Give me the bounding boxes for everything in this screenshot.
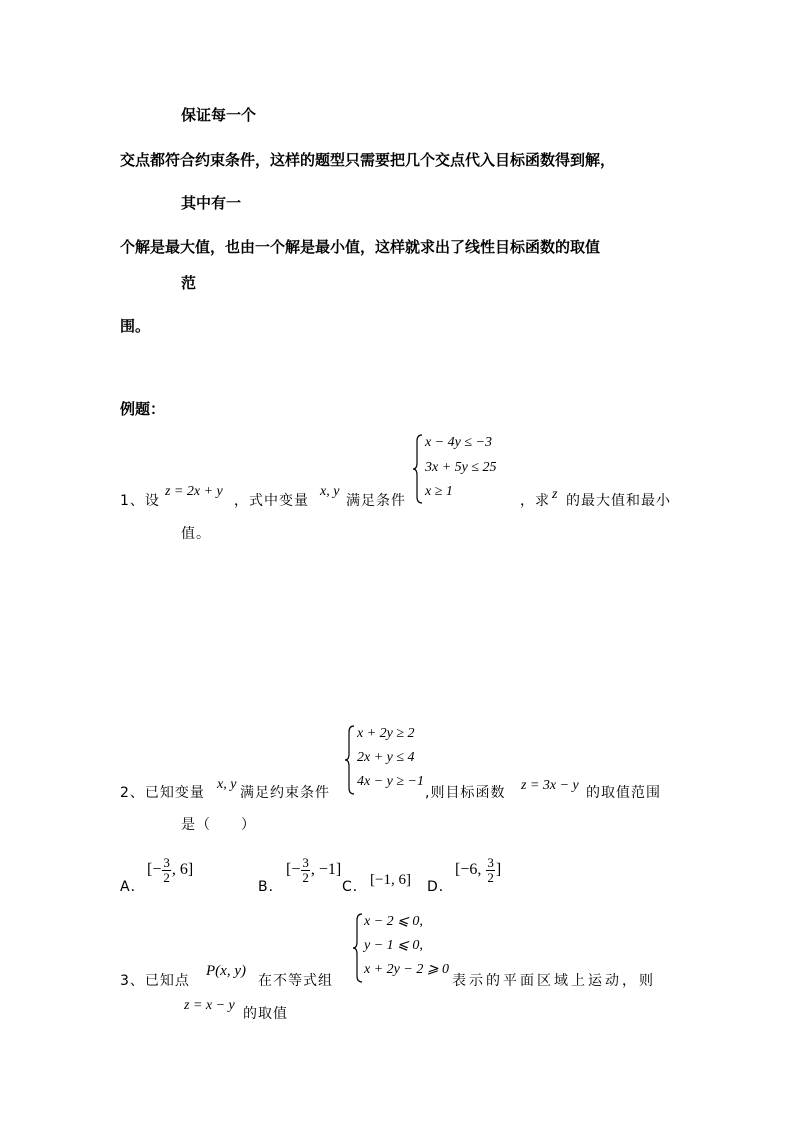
- q2-option-c-label: C．: [342, 879, 368, 895]
- q2-prefix: 2、已知变量: [120, 785, 205, 801]
- intro-line-6: 围。: [120, 317, 151, 335]
- q3-text-1: 在不等式组: [258, 973, 333, 989]
- q2-constraint-3: 4x − y ≥ −1: [357, 774, 425, 789]
- q2-constraint-1: x + 2y ≥ 2: [357, 726, 415, 741]
- q3-suffix: 的取值: [243, 1006, 288, 1022]
- q2-suffix: 的取值范围: [586, 785, 661, 801]
- q2-option-a-label: A．: [120, 879, 146, 895]
- q2-option-a-value: [147, 856, 193, 884]
- q2-constraint-2: 2x + y ≤ 4: [357, 750, 415, 765]
- option-d-numerator: 3: [487, 855, 494, 870]
- q1-text-3: ，求: [520, 493, 550, 509]
- intro-line-3: 其中有一: [181, 194, 242, 212]
- q3-constraint-1: x − 2 ⩽ 0,: [364, 914, 423, 929]
- q1-text-1: ，式中变量: [234, 493, 309, 509]
- q1-constraint-1: x − 4y ≤ −3: [425, 435, 493, 450]
- option-b-denominator: 2: [302, 869, 309, 885]
- option-b-numerator: 3: [302, 855, 309, 870]
- intro-line-5: 范: [181, 274, 197, 292]
- q1-suffix: 的最大值和最小: [566, 493, 671, 509]
- option-d-left: [−6,: [455, 861, 486, 879]
- q3-constraint-system: [352, 912, 462, 984]
- q3-point: P(x, y): [206, 963, 246, 979]
- option-b-left: [−: [286, 861, 301, 879]
- q1-continuation: 值。: [181, 526, 211, 542]
- q2-option-c-value: [−1, 6]: [370, 872, 411, 888]
- examples-heading: 例题：: [120, 400, 166, 418]
- q3-objective-function: z = x − y: [184, 998, 235, 1013]
- option-a-denominator: 2: [163, 869, 170, 885]
- q1-objective-function: z = 2x + y: [165, 484, 223, 499]
- q2-objective-function: z = 3x − y: [521, 778, 579, 793]
- q2-option-b-value: [286, 856, 341, 884]
- q2-option-d-label: D．: [427, 879, 454, 895]
- option-b-right: , −1]: [310, 861, 342, 879]
- q1-constraint-2: 3x + 5y ≤ 25: [425, 460, 497, 475]
- option-d-fraction: [486, 856, 495, 884]
- q3-constraint-2: y − 1 ⩽ 0,: [364, 938, 423, 953]
- left-brace-icon: [344, 724, 356, 796]
- q2-constraint-system: [344, 724, 434, 796]
- q1-text-2: 满足条件: [346, 493, 406, 509]
- option-d-right: ]: [495, 861, 502, 879]
- q2-text-2: ,则目标函数: [425, 785, 506, 801]
- q2-option-d-value: [455, 856, 501, 884]
- q1-constraint-3: x ≥ 1: [425, 484, 453, 499]
- option-b-fraction: [301, 856, 310, 884]
- option-a-left: [−: [147, 861, 162, 879]
- intro-line-4: 个解是最大值，也由一个解是最小值，这样就求出了线性目标函数的取值: [120, 238, 601, 256]
- q2-continuation: 是（ ）: [181, 817, 256, 833]
- q1-variables: x, y: [320, 484, 340, 499]
- option-a-fraction: [162, 856, 171, 884]
- q3-constraint-3: x + 2y − 2 ⩾ 0: [364, 962, 450, 977]
- q2-text-1: 满足约束条件: [240, 785, 330, 801]
- option-a-right: , 6]: [171, 861, 194, 879]
- intro-line-2: 交点都符合约束条件，这样的题型只需要把几个交点代入目标函数得到解，: [120, 151, 616, 169]
- q1-constraint-system: [412, 433, 512, 505]
- q1-prefix: 1、设: [120, 493, 160, 509]
- option-a-numerator: 3: [163, 855, 170, 870]
- q2-option-b-label: B．: [258, 879, 284, 895]
- q3-text-2: 表示的平面区域上运动，则: [452, 973, 656, 989]
- left-brace-icon: [412, 433, 424, 505]
- option-d-denominator: 2: [487, 869, 494, 885]
- q1-z-variable: z: [552, 487, 558, 502]
- intro-line-1: 保证每一个: [181, 106, 257, 124]
- q2-variables: x, y: [217, 777, 237, 792]
- q3-prefix: 3、已知点: [120, 973, 190, 989]
- left-brace-icon: [352, 912, 364, 984]
